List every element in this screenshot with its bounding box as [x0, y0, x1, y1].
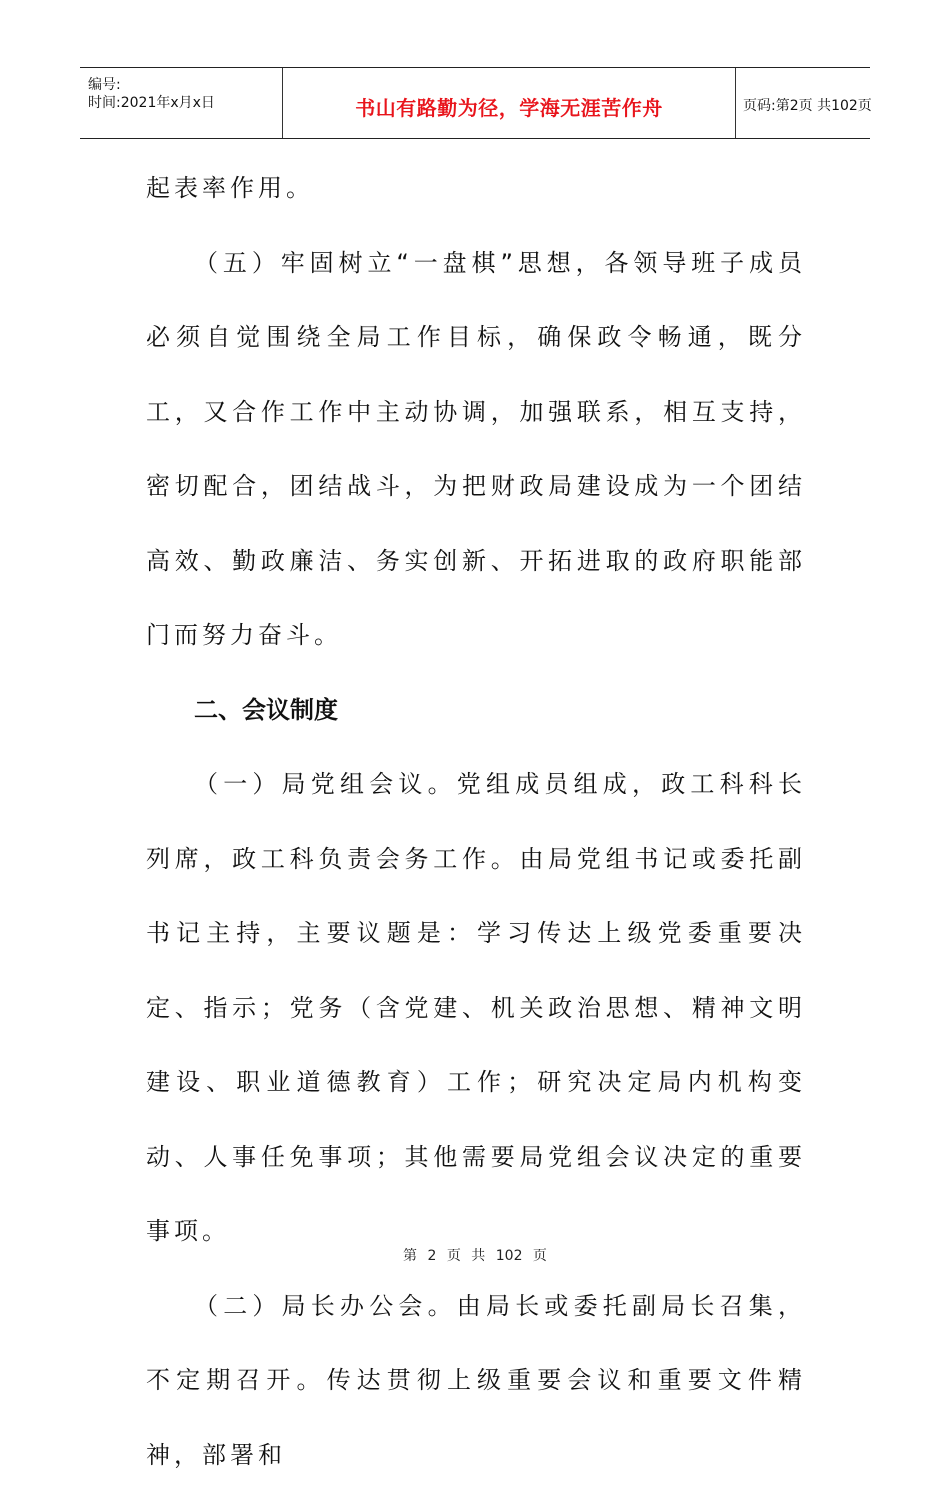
- paragraph-continuation: 起表率作用。: [146, 151, 806, 226]
- header-motto-cell: [282, 68, 736, 138]
- document-time-label: 时间:2021年x月x日: [88, 92, 215, 112]
- paragraph-director-meeting: （二）局长办公会。由局长或委托副局长召集，不定期召开。传达贯彻上级重要会议和重要文件精神，部署和: [146, 1269, 806, 1492]
- paragraph-five: （五）牢固树立“一盘棋”思想，各领导班子成员必须自觉围绕全局工作目标，确保政令畅通，既分工，又合作工作中主动协调，加强联系，相互支持，密切配合，团结战斗，为把财政局建设成为一个团结高效、勤政廉洁、务实创新、开拓进取的政府职能部门而努力奋斗。: [146, 226, 806, 673]
- section-heading-meeting-system: 二、会议制度: [146, 673, 806, 748]
- paragraph-party-meeting: （一）局党组会议。党组成员组成，政工科科长列席，政工科负责会务工作。由局党组书记或委托副书记主持，主要议题是：学习传达上级党委重要决定、指示；党务（含党建、机关政治思想、精神文明建设、职业道德教育）工作；研究决定局内机构变动、人事任免事项；其他需要局党组会议决定的重要事项。: [146, 747, 806, 1269]
- header-motto: 书山有路勤为径，学海无涯苦作舟: [283, 92, 735, 121]
- page-footer: 第 2 页 共 102 页: [0, 1245, 950, 1265]
- header-page-info: 页码:第2页 共102页: [743, 95, 872, 115]
- document-number-label: 编号:: [88, 74, 121, 94]
- header-page-cell: [735, 68, 870, 138]
- document-body: [146, 151, 806, 1492]
- header-meta-cell: [80, 68, 282, 138]
- page-header: [80, 67, 870, 139]
